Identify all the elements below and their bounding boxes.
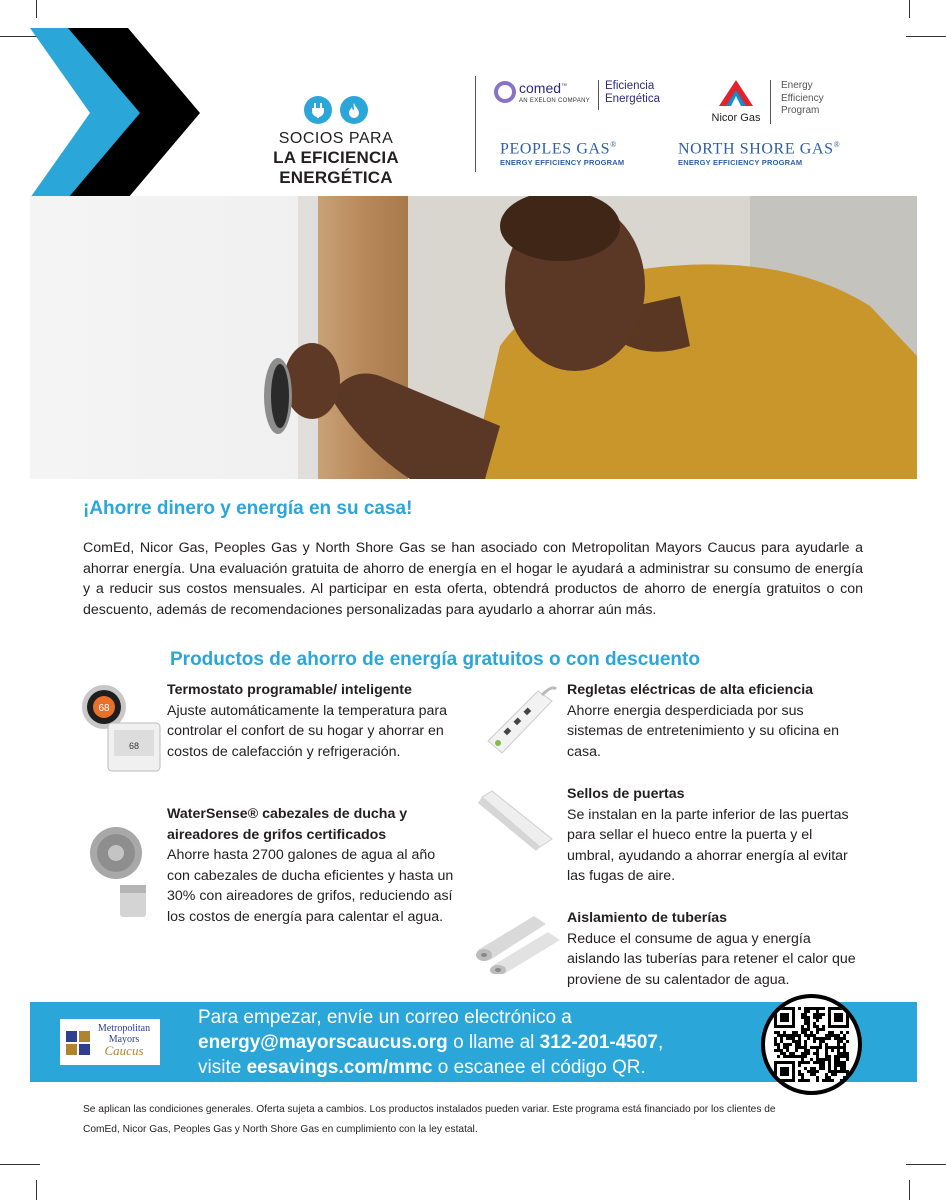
product-title: Sellos de puertas [567,786,685,802]
door-seal-image [478,787,558,853]
cta-line2-end: , [658,1032,664,1053]
plug-icon [304,96,332,124]
comed-name: comed [519,80,562,96]
mmc-line2: Mayors [108,1034,140,1045]
cta-line3-start: visite [198,1057,247,1078]
cta-banner [30,1002,917,1082]
crop-mark [909,1180,910,1200]
products-title: Productos de ahorro de energía gratuitos o con descuento [170,649,700,670]
northshore-reg: ® [833,140,841,149]
comed-tm: ™ [561,83,568,90]
qr-code[interactable] [761,994,862,1095]
nicor-triangle-icon [719,80,753,106]
product-title: Aislamiento de tuberías [567,910,728,926]
northshore-name: NORTH SHORE GAS [678,140,834,158]
product-power-strip [567,680,857,762]
peoples-reg: ® [610,140,617,149]
nicor-ep-line1: Energy [781,80,813,91]
socios-line1: SOCIOS PARA [278,130,394,147]
nicor-ep-line3: Program [781,105,820,116]
mmc-logo [60,1019,160,1065]
disclaimer: Se aplican las condiciones generales. Oferta sujeta a cambios. Los productos instalados pueden variar. Este programa está financiado por los clientes de ComEd, Nicor Gas, Peoples Gas y North Shore Gas en cumplimiento con la ley estatal. [83,1104,776,1135]
thermostat-image [80,683,164,775]
product-title: Regletas eléctricas de alta eficiencia [567,682,814,698]
product-door-seal [567,784,857,887]
comed-divider [598,80,599,110]
headline: ¡Ahorre dinero y energía en su casa! [83,498,413,519]
peoples-name: PEOPLES GAS [500,140,611,158]
nicor-name: Nicor Gas [711,112,761,124]
northshore-sub: ENERGY EFFICIENCY PROGRAM [678,158,803,168]
product-desc: Reduce el consume de agua y energía aislando las tuberías para retener el calor que proviene de su calentador de agua. [567,930,856,988]
cta-phone-link[interactable]: 312-201-4507 [539,1032,658,1053]
mmc-emblem-icon [66,1031,90,1055]
mmc-line1: Metropolitan [97,1023,151,1034]
nicor-logo [706,80,824,124]
cta-email-link[interactable]: energy@mayorscaucus.org [198,1032,448,1053]
showerhead-image [84,823,154,923]
peoples-gas-logo [500,140,624,167]
header-divider [475,76,476,172]
comed-logo [494,80,660,110]
mmc-line3: Caucus [104,1043,144,1058]
crop-mark [906,1164,946,1165]
product-title: Termostato programable/ inteligente [167,682,412,698]
thermostat-display-2: 68 [128,741,140,751]
socios-line2: LA EFICIENCIA ENERGÉTICA [273,148,399,187]
peoples-sub: ENERGY EFFICIENCY PROGRAM [500,158,625,168]
comed-sub: AN EXELON COMPANY [519,98,591,104]
crop-mark [909,0,910,18]
pipe-insulation-image [474,910,562,974]
cta-line2-mid: o llame al [447,1032,540,1053]
north-shore-gas-logo [678,140,840,167]
product-title-line1: WaterSense® cabezales de ducha y [167,806,408,822]
qr-code-pattern [765,998,858,1091]
product-watersense [167,804,457,927]
product-desc: Ajuste automáticamente la temperatura para controlar el confort de su hogar y ahorrar en costos de calefacción y refrigeración. [167,702,447,760]
chevron-graphic [0,28,200,198]
product-thermostat [167,680,457,762]
hero-photo [30,196,917,479]
cta-line3-end: o escanee el código QR. [432,1057,646,1078]
comed-ee-line1: Eficiencia [605,80,655,92]
flame-icon [340,96,368,124]
product-pipe-insulation [567,908,857,990]
product-desc: Ahorre hasta 2700 galones de agua al año con cabezales de ducha eficientes y hasta un 30% con aireadores de grifos, reduciendo así los costos de energía para calentar el agua. [167,847,454,925]
comed-ee-line2: Energética [605,93,660,105]
product-title-line2: aireadores de grifos certificados [167,826,387,843]
thermostat-display: 68 [98,703,110,714]
crop-mark [36,1180,37,1200]
crop-mark [36,0,37,18]
socios-logo [216,96,456,188]
product-desc: Se instalan en la parte inferior de las puertas para sellar el hueco entre la puerta y el umbral, ayudando a ahorrar energía al evitar las fugas de aire. [567,806,849,884]
cta-line1: Para empezar, envíe un correo electrónico a [198,1007,572,1028]
cta-website-link[interactable]: eesavings.com/mmc [246,1057,433,1078]
power-strip-image [482,683,560,763]
product-desc: Ahorre energia desperdiciada por sus sistemas de entretenimiento y su oficina en casa. [567,702,840,760]
crop-mark [0,1164,40,1165]
intro-paragraph: ComEd, Nicor Gas, Peoples Gas y North Shore Gas se han asociado con Metropolitan Mayors Caucus para ayudarle a ahorrar energía. Una evaluación gratuita de ahorro de energía en el hogar le ayudará a administrar su consumo de energía y a reducir sus costos mensuales. Al participar en esta oferta, obtendrá productos de ahorro de energía gratuitos o con descuento, además de recomendaciones personalizadas para ayudarlo a ahorrar aún más. [83,540,863,618]
comed-ring-icon [494,81,516,103]
nicor-divider [770,80,771,124]
crop-mark [906,36,946,37]
nicor-ep-line2: Efficiency [781,92,824,104]
cta-text [198,1005,663,1080]
